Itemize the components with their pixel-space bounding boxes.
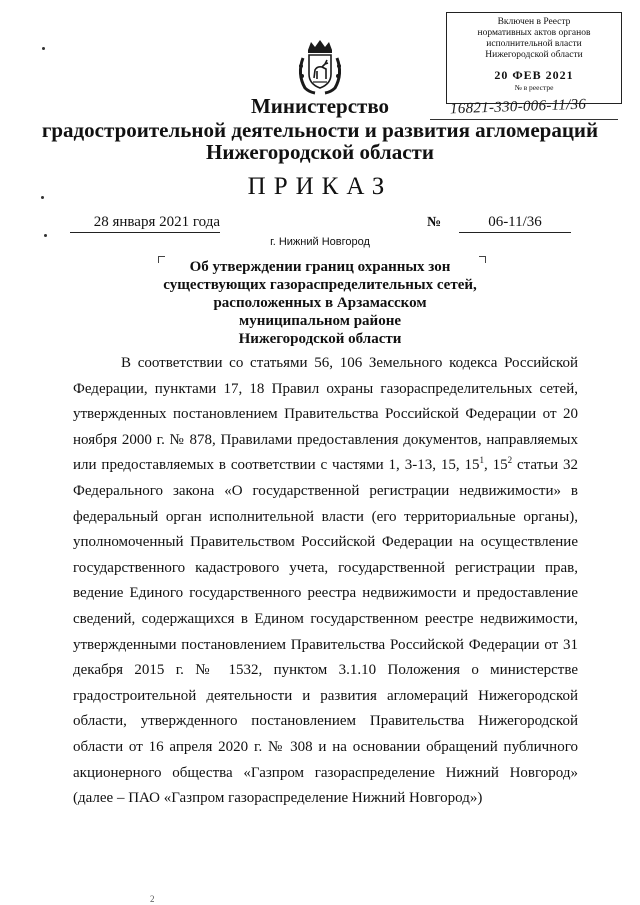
document-type-title: ПРИКАЗ <box>247 173 393 200</box>
superscript: 2 <box>507 455 513 466</box>
city-name: г. Нижний Новгород <box>270 236 370 248</box>
subject-line: муниципальном районе <box>238 313 402 329</box>
document-subject <box>160 258 480 348</box>
body-text-part: В соответствии со статьями 56, 106 Земельного кодекса Российской Федерации, пунктами 17, 18 Правил охраны газораспределительных сетей, утвержденных постановлением Правительства Российской Федерации от 20 ноября 2000 г. № 878, Правилами предоставления документов, направляемых или предоставляемых в соответствии с частями 1, 3-13, 15, 15 <box>73 355 578 474</box>
coat-of-arms-icon <box>295 38 345 96</box>
body-text-part: статьи 32 Федерального закона «О государственной регистрации недвижимости» в федеральный орган исполнительной власти (его территориальные органы), уполномоченный Правительством Российской Федерации на осуществление государственного кадастрового учета, государственной регистрации прав, ведение Единого государственного реестра недвижимости и предоставление сведений, содержащихся в Едином государственном реестре недвижимости, утвержденными постановлением Правительства Российской Федерации от 31 декабря 2015 г. № 1532, пунктом 3.1.10 Положения о министерстве градостроительной деятельности и развития агломераций Нижегородской области, утвержденного постановлением Правительства Нижегородской области от 16 апреля 2020 г. № 308 и на основании обращений публичного акционерного общества «Газпром газораспределение Нижний Новгород» (далее – ПАО «Газпром газораспределение Нижний Новгород») <box>73 457 578 807</box>
stamp-line: исполнительной власти <box>486 39 582 49</box>
ministry-name-line: градостроительной деятельности и развития агломераций <box>41 118 599 142</box>
stamp-line: Нижегородской области <box>485 50 583 60</box>
scan-speck <box>44 234 47 237</box>
registry-stamp <box>446 12 622 104</box>
scan-speck <box>42 47 45 50</box>
ministry-name-line: Министерство <box>250 94 390 118</box>
stamp-line: Включен в Реестр <box>497 17 571 27</box>
page-footer-mark: 2 <box>150 894 155 904</box>
superscript: 1 <box>479 455 484 466</box>
subject-line: существующих газораспределительных сетей, <box>163 277 477 293</box>
document-date: 28 января 2021 года <box>70 214 220 233</box>
scan-speck <box>41 196 44 199</box>
stamp-date: 20 ФЕВ 2021 <box>494 68 574 82</box>
ministry-name-line: Нижегородской области <box>206 140 434 164</box>
stamp-registry-number: 16821-330-006-11/36 <box>449 96 587 118</box>
subject-line: Нижегородской области <box>238 331 402 347</box>
subject-line: Об утверждении границ охранных зон <box>189 259 451 275</box>
stamp-reg-caption: № в реестре <box>514 83 554 92</box>
document-number: 06-11/36 <box>459 214 571 233</box>
stamp-line: нормативных актов органов <box>477 28 591 38</box>
number-sign: № <box>427 215 442 230</box>
subject-line: расположенных в Арзамасском <box>213 295 427 311</box>
title-corner-mark <box>479 256 486 263</box>
body-paragraph <box>73 351 578 812</box>
body-text-part: , 15 <box>483 457 508 474</box>
